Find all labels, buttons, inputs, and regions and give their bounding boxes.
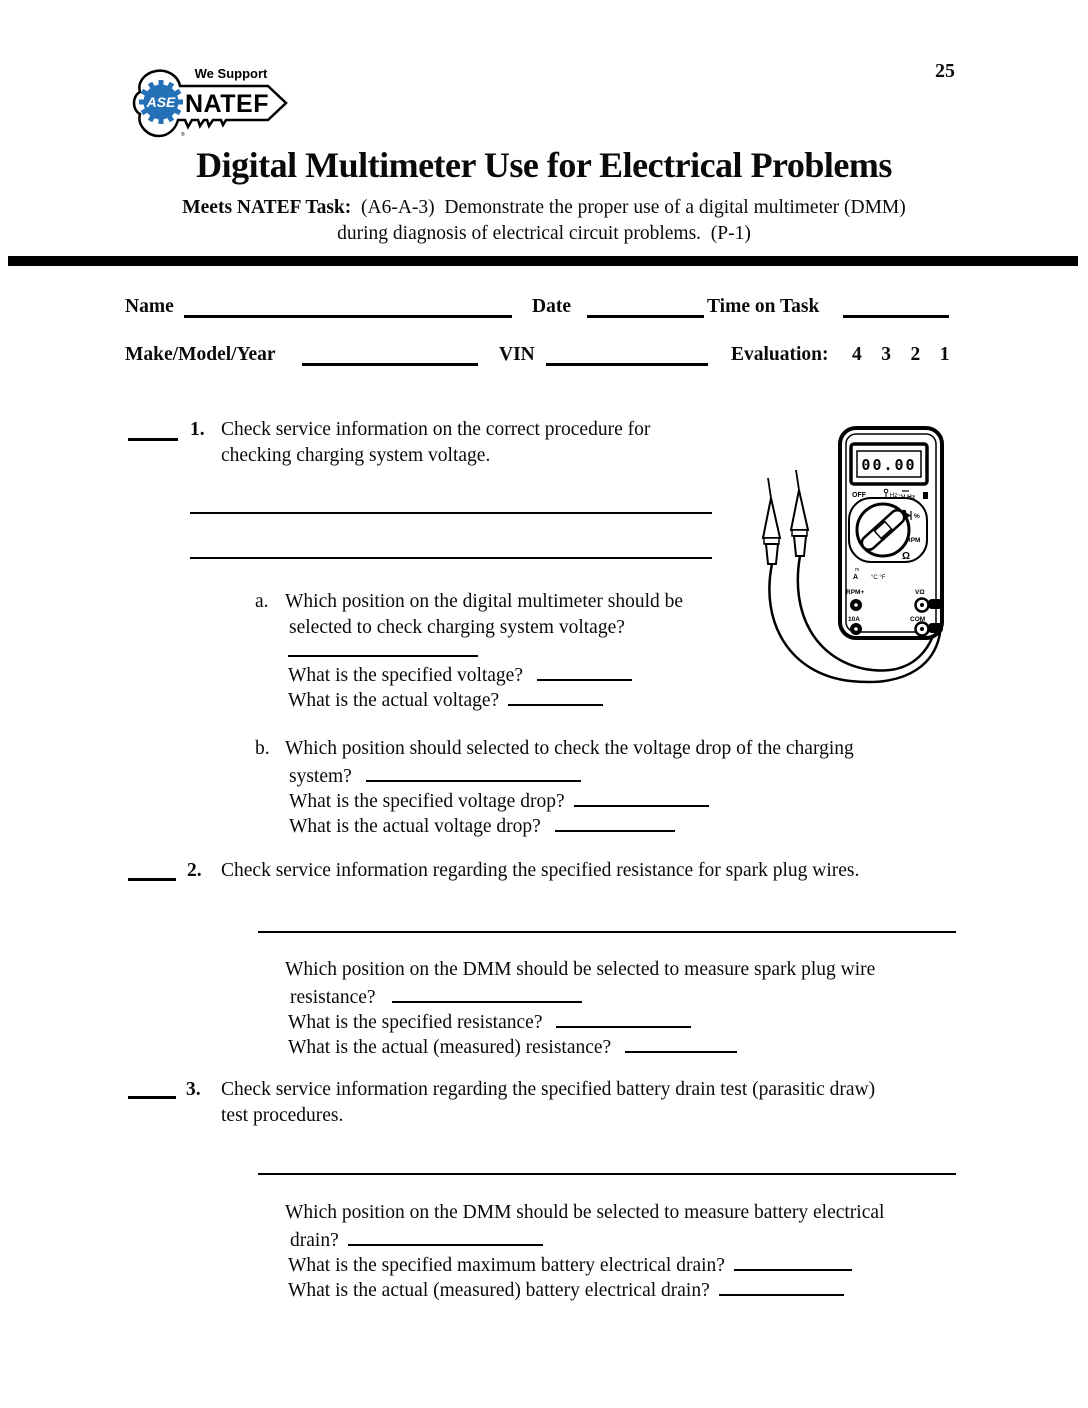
answer-blank: [734, 1251, 852, 1271]
question-text: What is the actual (measured) battery electrical drain?: [288, 1280, 710, 1301]
item1b-specified-drop: [289, 787, 709, 815]
item2-answer-line: [258, 931, 956, 933]
evaluation-scores: 4 3 2 1: [852, 344, 950, 365]
ase-label: ASE: [146, 94, 176, 110]
item1-answer-line-2: [190, 557, 712, 559]
question-text: What is the actual voltage drop?: [289, 816, 541, 837]
question-text: What is the specified maximum battery electrical drain?: [288, 1255, 725, 1276]
item3-number: 3.: [186, 1079, 201, 1100]
item1b-question-line1: Which position should selected to check the voltage drop of the charging: [285, 738, 854, 759]
question-text: resistance?: [290, 987, 376, 1008]
item1-text-line1: Check service information on the correct procedure for: [221, 419, 651, 440]
com-port-center: [920, 627, 924, 631]
natef-logo: [128, 55, 296, 145]
battery-icon: [923, 492, 928, 499]
vin-label: VIN: [499, 344, 535, 365]
we-support-label: We Support: [194, 66, 268, 81]
vin-blank: [546, 363, 708, 366]
question-text: drain?: [290, 1230, 339, 1251]
registered-mark: ®: [181, 132, 185, 138]
item2-specified-resistance: [288, 1008, 691, 1036]
answer-blank: [556, 1008, 691, 1028]
make-model-year-label: Make/Model/Year: [125, 344, 276, 365]
page-title: Digital Multimeter Use for Electrical Problems: [196, 145, 892, 185]
name-blank: [184, 315, 512, 318]
item1b-letter: b.: [255, 738, 270, 759]
lead-plug: [928, 599, 943, 609]
volts-hz-label: V Hz: [901, 494, 916, 501]
item3-question-line2: [290, 1226, 543, 1254]
item2-question-line2: [290, 983, 582, 1011]
item1a-question-line2: selected to check charging system voltage?: [289, 617, 625, 638]
date-blank: [587, 315, 704, 318]
item3-text-line1: Check service information regarding the specified battery drain test (parasitic draw): [221, 1079, 876, 1100]
task-label: Meets NATEF Task:: [182, 197, 352, 218]
page-number: 25: [935, 60, 955, 82]
answer-blank: [348, 1226, 543, 1246]
ten-amp-port-label: 10A: [848, 616, 860, 623]
item1-check-blank: [128, 438, 178, 441]
item2-question-line1: Which position on the DMM should be selected to measure spark plug wire: [285, 959, 876, 980]
rpm-plus-port-center: [854, 603, 858, 607]
evaluation-label: Evaluation:: [731, 344, 829, 365]
question-text: What is the specified voltage drop?: [289, 791, 565, 812]
item1b-actual-drop: [289, 812, 675, 840]
milli-label: m: [855, 567, 860, 573]
item1-text-line2: checking charging system voltage.: [221, 445, 491, 466]
dial-off-label: OFF: [852, 492, 866, 499]
dial-hz-label: Hz~: [890, 493, 901, 499]
natef-label: NATEF: [185, 90, 269, 118]
time-on-task-label: Time on Task: [707, 296, 820, 317]
item2-text-line1: Check service information regarding the specified resistance for spark plug wires.: [221, 860, 860, 881]
rpm-plus-port-label: RPM+: [846, 589, 865, 596]
item1-answer-line-1: [190, 512, 712, 514]
temp-label: °C °F: [871, 575, 886, 581]
answer-blank: [366, 762, 581, 782]
item2-check-blank: [128, 878, 176, 881]
question-text: What is the specified voltage?: [288, 665, 523, 686]
item3-answer-line: [258, 1173, 956, 1175]
question-text: What is the specified resistance?: [288, 1012, 543, 1033]
item3-text-line2: test procedures.: [221, 1105, 344, 1126]
natef-task-line-2: during diagnosis of electrical circuit problems. (P-1): [337, 223, 751, 244]
item1b-question-line2: [289, 762, 581, 790]
question-text: What is the actual voltage?: [288, 690, 500, 711]
ten-amp-port-center: [854, 627, 858, 631]
answer-blank: [508, 686, 603, 706]
answer-blank: [574, 787, 709, 807]
com-port-label: COM: [910, 616, 926, 623]
test-probe-icon: [763, 470, 808, 564]
item1a-question-line1: Which position on the digital multimeter should be: [285, 591, 684, 612]
item2-actual-resistance: [288, 1033, 737, 1061]
divider-rule: [8, 256, 1078, 266]
lead-plug: [928, 623, 943, 633]
make-model-year-blank: [302, 363, 478, 366]
answer-blank: [719, 1276, 844, 1296]
amp-label: A: [853, 574, 859, 581]
natef-task-line-1: [0, 197, 1088, 219]
time-on-task-blank: [843, 315, 949, 318]
volt-ohm-port-label: VΩ: [915, 589, 925, 596]
task-text: (A6-A-3) Demonstrate the proper use of a digital multimeter (DMM): [351, 197, 906, 218]
item1a-letter: a.: [255, 591, 269, 612]
multimeter-illustration: [745, 418, 990, 705]
item2-number: 2.: [187, 860, 202, 881]
item3-actual-drain: [288, 1276, 844, 1304]
name-label: Name: [125, 296, 174, 317]
rpm-label: RPM: [906, 537, 921, 544]
answer-blank: [537, 661, 632, 681]
item1a-position-blank: [288, 655, 478, 657]
percent-label: %: [914, 513, 920, 520]
item3-question-line1: Which position on the DMM should be selected to measure battery electrical: [285, 1202, 885, 1223]
item3-specified-drain: [288, 1251, 852, 1279]
item1a-specified-voltage: [288, 661, 632, 689]
answer-blank: [625, 1033, 737, 1053]
question-text: What is the actual (measured) resistance?: [288, 1037, 612, 1058]
item1a-actual-voltage: [288, 686, 603, 714]
answer-blank: [555, 812, 675, 832]
date-label: Date: [532, 296, 571, 317]
volt-ohm-port-center: [920, 603, 924, 607]
answer-blank: [392, 983, 582, 1003]
item3-check-blank: [128, 1096, 176, 1099]
question-text: system?: [289, 766, 352, 787]
item1-number: 1.: [190, 419, 205, 440]
ohm-label: Ω: [902, 551, 911, 562]
lcd-readout: 00.00: [861, 456, 917, 474]
